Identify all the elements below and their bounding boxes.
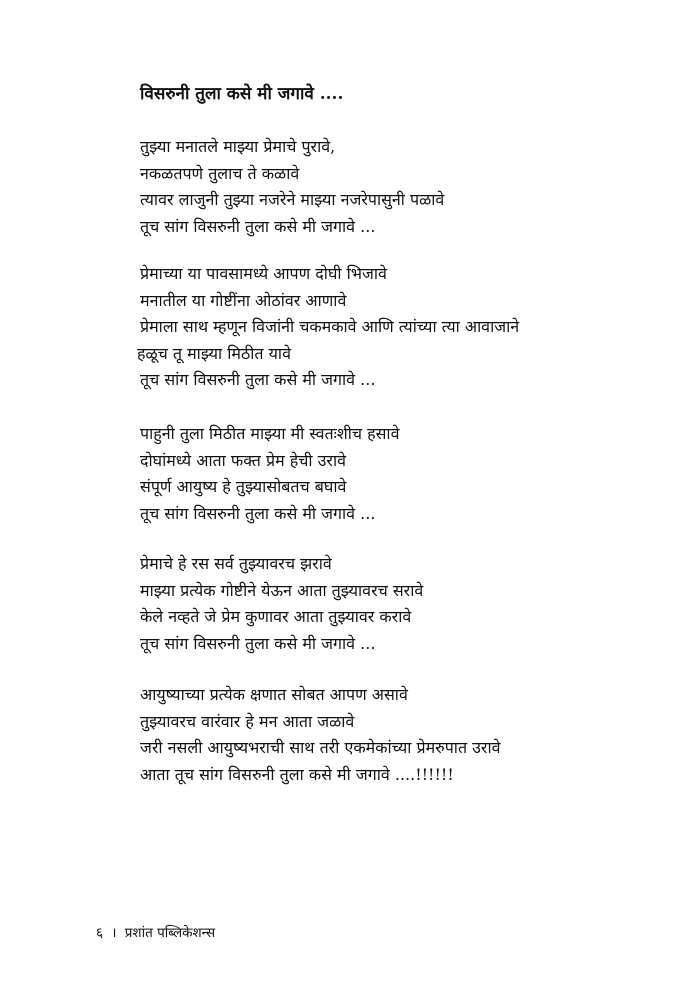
poem-line: दोघांमध्ये आता फक्त प्रेम हेची उरावे — [140, 450, 347, 470]
poem-line: तूच सांग विसरुनी तुला कसे मी जगावे ... — [140, 216, 376, 236]
poem-line: माझ्या प्रत्येक गोष्टीने येऊन आता तुझ्यावरच सरावे — [140, 580, 424, 600]
poem-line: केले नव्हते जे प्रेम कुणावर आता तुझ्यावर करावे — [140, 607, 412, 626]
stanza-4 — [140, 551, 680, 657]
poem-line: पाहुनी तुला मिठीत माझ्या मी स्वतःशीच हसावे — [140, 424, 400, 443]
stanza-2 — [137, 261, 680, 394]
poem-line: तूच सांग विसरुनी तुला कसे मी जगावे ... — [140, 370, 376, 389]
stanza-5 — [140, 682, 680, 788]
poem-line: त्यावर लाजुनी तुझ्या नजरेने माझ्या नजरेपासुनी पळावे — [140, 190, 445, 209]
poem-line: आयुष्याच्या प्रत्येक क्षणात सोबत आपण असावे — [140, 685, 408, 704]
poem-line: प्रेमाला साथ म्हणून विजांनी चकमकावे आणि त्यांच्या त्या आवाजाने — [140, 317, 520, 336]
poem-line: तुझ्यावरच वारंवार हे मन आता जळावे — [140, 711, 355, 731]
poem-line: प्रेमाचे हे रस सर्व तुझ्यावरच झरावे — [140, 554, 332, 573]
poem-line: नकळतपणे तुलाच ते कळावे — [140, 163, 300, 183]
stanza-3 — [140, 421, 680, 527]
stanza-1 — [140, 134, 680, 240]
poem-line: संपूर्ण आयुष्य हे तुझ्यासोबतच बघावे — [140, 477, 347, 496]
poem-line: जरी नसली आयुष्यभराची साथ तरी एकमेकांच्या प्रेमरुपात उरावे — [140, 738, 501, 757]
footer-separator: । — [111, 925, 117, 941]
poem-line: हळूच तू माझ्या मिठीत यावे — [137, 343, 291, 363]
publisher-name: प्रशांत पब्लिकेशन्स — [124, 925, 216, 941]
poem-line: तूच सांग विसरुनी तुला कसे मी जगावे ... — [140, 503, 376, 523]
poem-line: आता तूच सांग विसरुनी तुला कसे मी जगावे ....!!!!!! — [140, 764, 454, 784]
page-footer — [96, 923, 215, 943]
poem-line: तुझ्या मनातले माझ्या प्रेमाचे पुरावे, — [140, 137, 336, 156]
page-number: ६ — [96, 925, 104, 941]
poem-line: तूच सांग विसरुनी तुला कसे मी जगावे ... — [140, 633, 376, 653]
poem-title: विसरुनी तुला कसे मी जगावे .... — [140, 84, 344, 104]
poem-line: मनातील या गोष्टींना ओठांवर आणावे — [140, 290, 347, 310]
poem-line: प्रेमाच्या या पावसामध्ये आपण दोघी भिजावे — [140, 264, 387, 283]
